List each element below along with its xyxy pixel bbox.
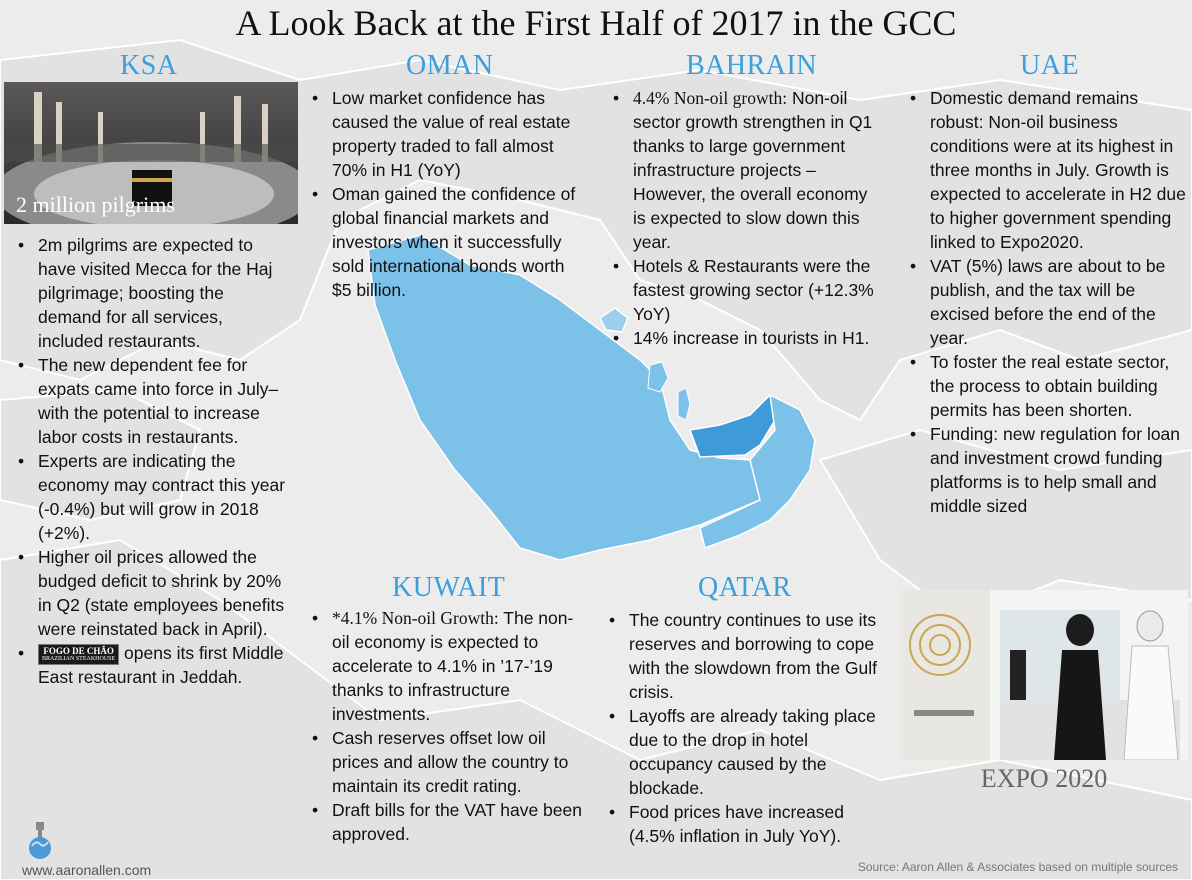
ksa-bullet: • 2m pilgrims are expected to have visited Mecca for the Haj pilgrimage; boosting the demand for all services, included restaurants. xyxy=(14,233,286,353)
footer-source: Source: Aaron Allen & Associates based on multiple sources xyxy=(857,860,1178,874)
oman-heading: OMAN xyxy=(406,50,494,81)
kuwait-bullet-lead: • *4.1% Non-oil Growth: The non-oil economy is expected to accelerate to 4.1% in ’17-’19 thanks to infrastructure investments. xyxy=(308,606,588,726)
uae-bullets xyxy=(906,86,1186,518)
qatar-shape xyxy=(648,362,668,392)
oman-bullets xyxy=(308,86,584,302)
ksa-bullets xyxy=(14,233,286,689)
oman-bullet: • Low market confidence has caused the value of real estate property traded to fall almost 70% in H1 (YoY) xyxy=(308,86,584,182)
page-title: A Look Back at the First Half of 2017 in the GCC xyxy=(235,3,957,43)
bahrain-shape xyxy=(678,388,690,420)
qatar-bullet: • The country continues to use its reserves and borrowing to cope with the slowdown from the Gulf crisis. xyxy=(605,608,890,704)
kuwait-bullet: • Draft bills for the VAT have been approved. xyxy=(308,798,588,846)
uae-bullet: • VAT (5%) laws are about to be publish, and the tax will be excised before the end of the year. xyxy=(906,254,1186,350)
expo-2020-caption: EXPO 2020 xyxy=(980,764,1108,793)
bahrain-bullet-lead: • 4.4% Non-oil growth: Non-oil sector growth strengthen in Q1 thanks to large government infrastructure projects –However, the overall economy is expected to slow down this year. xyxy=(609,86,881,254)
mecca-photo xyxy=(4,82,298,224)
mecca-photo-caption: 2 million pilgrims xyxy=(16,192,175,217)
ksa-heading: KSA xyxy=(120,50,178,81)
fogo-de-chao-logo: FOGO DE CHÃO BRAZILIAN STEAKHOUSE xyxy=(38,644,119,665)
qatar-bullets xyxy=(605,608,890,848)
kuwait-bullet: • Cash reserves offset low oil prices and allow the country to maintain its credit rating. xyxy=(308,726,588,798)
uae-heading: UAE xyxy=(1020,50,1080,81)
qatar-bullet: • Layoffs are already taking place due to the drop in hotel occupancy caused by the blockade. xyxy=(605,704,890,800)
ksa-bullet: • The new dependent fee for expats came into force in July– with the potential to increase labor costs in restaurants. xyxy=(14,353,286,449)
footer-url[interactable]: www.aaronallen.com xyxy=(22,862,152,878)
kuwait-bullets xyxy=(308,606,588,846)
bahrain-bullet: • 14% increase in tourists in H1. xyxy=(609,326,881,350)
qatar-bullet: • Food prices have increased (4.5% inflation in July YoY). xyxy=(605,800,890,848)
uae-bullet: • Funding: new regulation for loan and investment crowd funding platforms is to help small and middle sized xyxy=(906,422,1186,518)
bahrain-bullets xyxy=(609,86,881,350)
uae-bullet: • To foster the real estate sector, the process to obtain building permits has been shorten. xyxy=(906,350,1186,422)
uae-bullet: • Domestic demand remains robust: Non-oil business conditions were at its highest in three months in July. Growth is expected to accelerate in H2 due to higher government spending linked to Expo2020. xyxy=(906,86,1186,254)
aaron-allen-logo-icon xyxy=(26,820,54,860)
ksa-bullet-restaurant: • FOGO DE CHÃO BRAZILIAN STEAKHOUSE opens its first Middle East restaurant in Jeddah. xyxy=(14,641,286,689)
qatar-heading: QATAR xyxy=(698,572,792,603)
oman-bullet: • Oman gained the confidence of global financial markets and investors when it successfully sold international bonds worth $5 billion. xyxy=(308,182,584,302)
expo-2020-photo xyxy=(900,590,1188,760)
bahrain-heading: BAHRAIN xyxy=(686,50,818,81)
bahrain-bullet: • Hotels & Restaurants were the fastest growing sector (+12.3% YoY) xyxy=(609,254,881,326)
kuwait-heading: KUWAIT xyxy=(392,572,506,603)
ksa-bullet: • Higher oil prices allowed the budged deficit to shrink by 20% in Q2 (state employees benefits were reinstated back in April). xyxy=(14,545,286,641)
ksa-bullet: • Experts are indicating the economy may contract this year (-0.4%) but will grow in 2018 (+2%). xyxy=(14,449,286,545)
